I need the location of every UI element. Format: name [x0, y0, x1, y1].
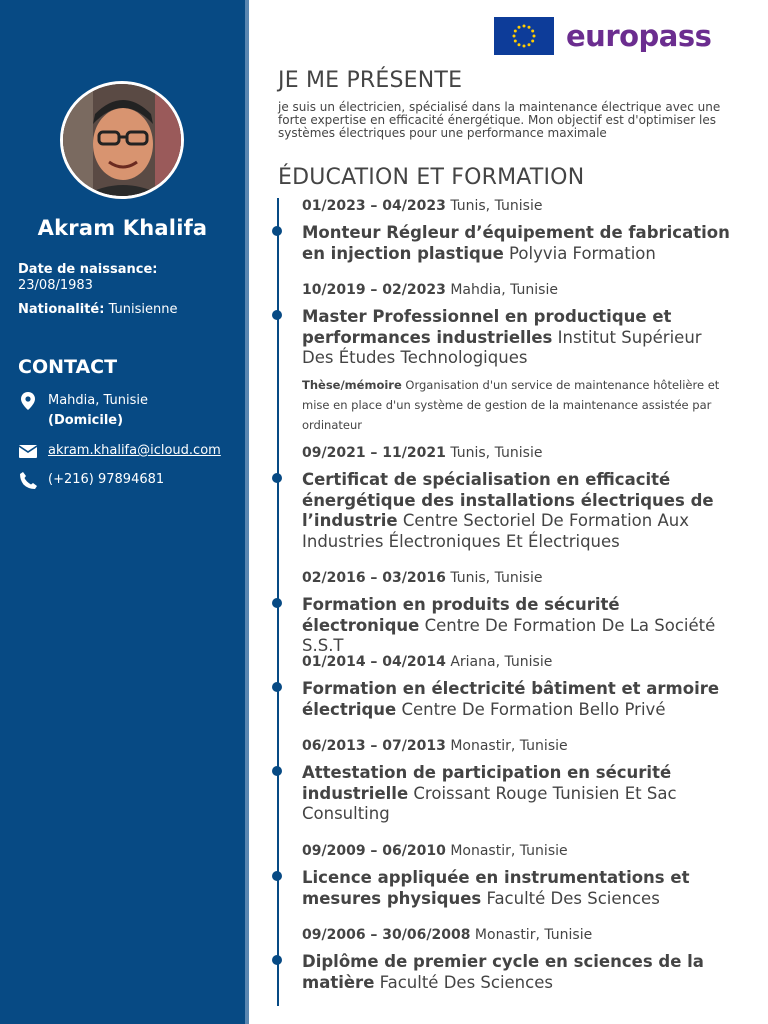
email-link[interactable]: akram.khalifa@icloud.com: [48, 443, 221, 458]
phone-icon: [18, 471, 38, 489]
timeline-dot: [272, 766, 282, 776]
entry-dates: 09/2009 – 06/2010: [302, 843, 446, 859]
entry-org: Faculté Des Sciences: [486, 888, 660, 908]
entry-title: Diplôme de premier cycle en sciences de la matière: [302, 952, 704, 992]
entry-dates: 09/2006 – 30/06/2008: [302, 927, 471, 943]
entry-org: Centre De Formation Bello Privé: [401, 699, 666, 719]
contact-title: CONTACT: [18, 356, 118, 378]
education-entry: [302, 281, 732, 435]
education-entry: [302, 653, 732, 720]
birth-date-block: [18, 262, 157, 294]
entry-dates: 02/2016 – 03/2016: [302, 570, 446, 586]
entry-place: Tunis, Tunisie: [450, 198, 543, 214]
entry-place: Tunis, Tunisie: [450, 445, 543, 461]
nationality-block: [18, 302, 178, 318]
profile-photo: [60, 81, 184, 199]
sidebar-edge: [245, 0, 249, 1024]
envelope-icon: [18, 442, 38, 460]
entry-dates: 10/2019 – 02/2023: [302, 282, 446, 298]
entry-dates: 01/2014 – 04/2014: [302, 654, 446, 670]
about-text: je suis un électricien, spécialisé dans la maintenance électrique avec une forte expertise en efficacité énergétique. Mon objectif est d'optimiser les systèmes électriques pour une performance maximale: [278, 100, 721, 140]
entry-title: Formation en électricité bâtiment et armoire électrique: [302, 679, 720, 719]
entry-title: Formation en produits de sécurité électronique: [302, 595, 620, 635]
birth-date-value: 23/08/1983: [18, 278, 93, 293]
entry-org: Faculté Des Sciences: [379, 972, 553, 992]
timeline-dot: [272, 310, 282, 320]
eu-flag-icon: [494, 17, 554, 55]
timeline-dot: [272, 871, 282, 881]
entry-place: Monastir, Tunisie: [474, 927, 593, 943]
education-entry: [302, 842, 732, 909]
entry-org: Croissant Rouge Tunisien Et Sac Consulting: [302, 783, 677, 823]
birth-date-label: Date de naissance:: [18, 262, 158, 277]
education-entry: [302, 444, 732, 552]
education-entry: [302, 737, 732, 825]
entry-org: Centre De Formation De La Société S.S.T: [302, 615, 716, 655]
entry-place: Mahdia, Tunisie: [450, 282, 558, 298]
education-title: ÉDUCATION ET FORMATION: [278, 165, 585, 190]
entry-org: Polyvia Formation: [509, 243, 656, 263]
education-entry: [302, 569, 732, 657]
timeline-dot: [272, 682, 282, 692]
entry-place: Tunis, Tunisie: [450, 570, 543, 586]
sidebar: [0, 0, 245, 1024]
nationality-label: Nationalité:: [18, 302, 105, 317]
entry-title: Certificat de spécialisation en efficacité énergétique des installations électriques de l’industrie: [302, 470, 714, 530]
entry-place: Monastir, Tunisie: [450, 738, 568, 754]
entry-title: Monteur Régleur d’équipement de fabrication en injection plastique: [302, 223, 730, 263]
thesis-text: Organisation d'un service de maintenance hôtelière et mise en place d'un système de gestion de la maintenance assistée par ordinateur: [302, 377, 720, 432]
timeline-dot: [272, 598, 282, 608]
timeline-dot: [272, 955, 282, 965]
entry-title: Licence appliquée en instrumentations et mesures physiques: [302, 868, 690, 908]
entry-place: Ariana, Tunisie: [450, 654, 553, 670]
thesis-label: Thèse/mémoire: [302, 377, 402, 392]
phone-text: (+216) 97894681: [48, 472, 165, 487]
entry-dates: 01/2023 – 04/2023: [302, 198, 446, 214]
education-entry: [302, 926, 732, 993]
timeline-dot: [272, 226, 282, 236]
location-pin-icon: [18, 392, 38, 410]
address-type: (Domicile): [48, 413, 124, 428]
entry-dates: 09/2021 – 11/2021: [302, 445, 446, 461]
entry-org: Institut Supérieur Des Études Technologiques: [302, 327, 702, 367]
entry-place: Monastir, Tunisie: [450, 843, 568, 859]
europass-logo-text: europass: [566, 19, 712, 53]
education-entry: [302, 197, 732, 264]
entry-title: Attestation de participation en sécurité industrielle: [302, 763, 672, 803]
address-text: Mahdia, Tunisie: [48, 393, 148, 408]
entry-title: Master Professionnel en productique et performances industrielles: [302, 307, 672, 347]
entry-dates: 06/2013 – 07/2013: [302, 738, 446, 754]
about-title: JE ME PRÉSENTE: [278, 68, 463, 93]
entry-org: Centre Sectoriel De Formation Aux Industries Électroniques Et Électriques: [302, 511, 689, 551]
nationality-value: Tunisienne: [108, 302, 178, 317]
profile-name: Akram Khalifa: [37, 216, 208, 240]
timeline-dot: [272, 473, 282, 483]
